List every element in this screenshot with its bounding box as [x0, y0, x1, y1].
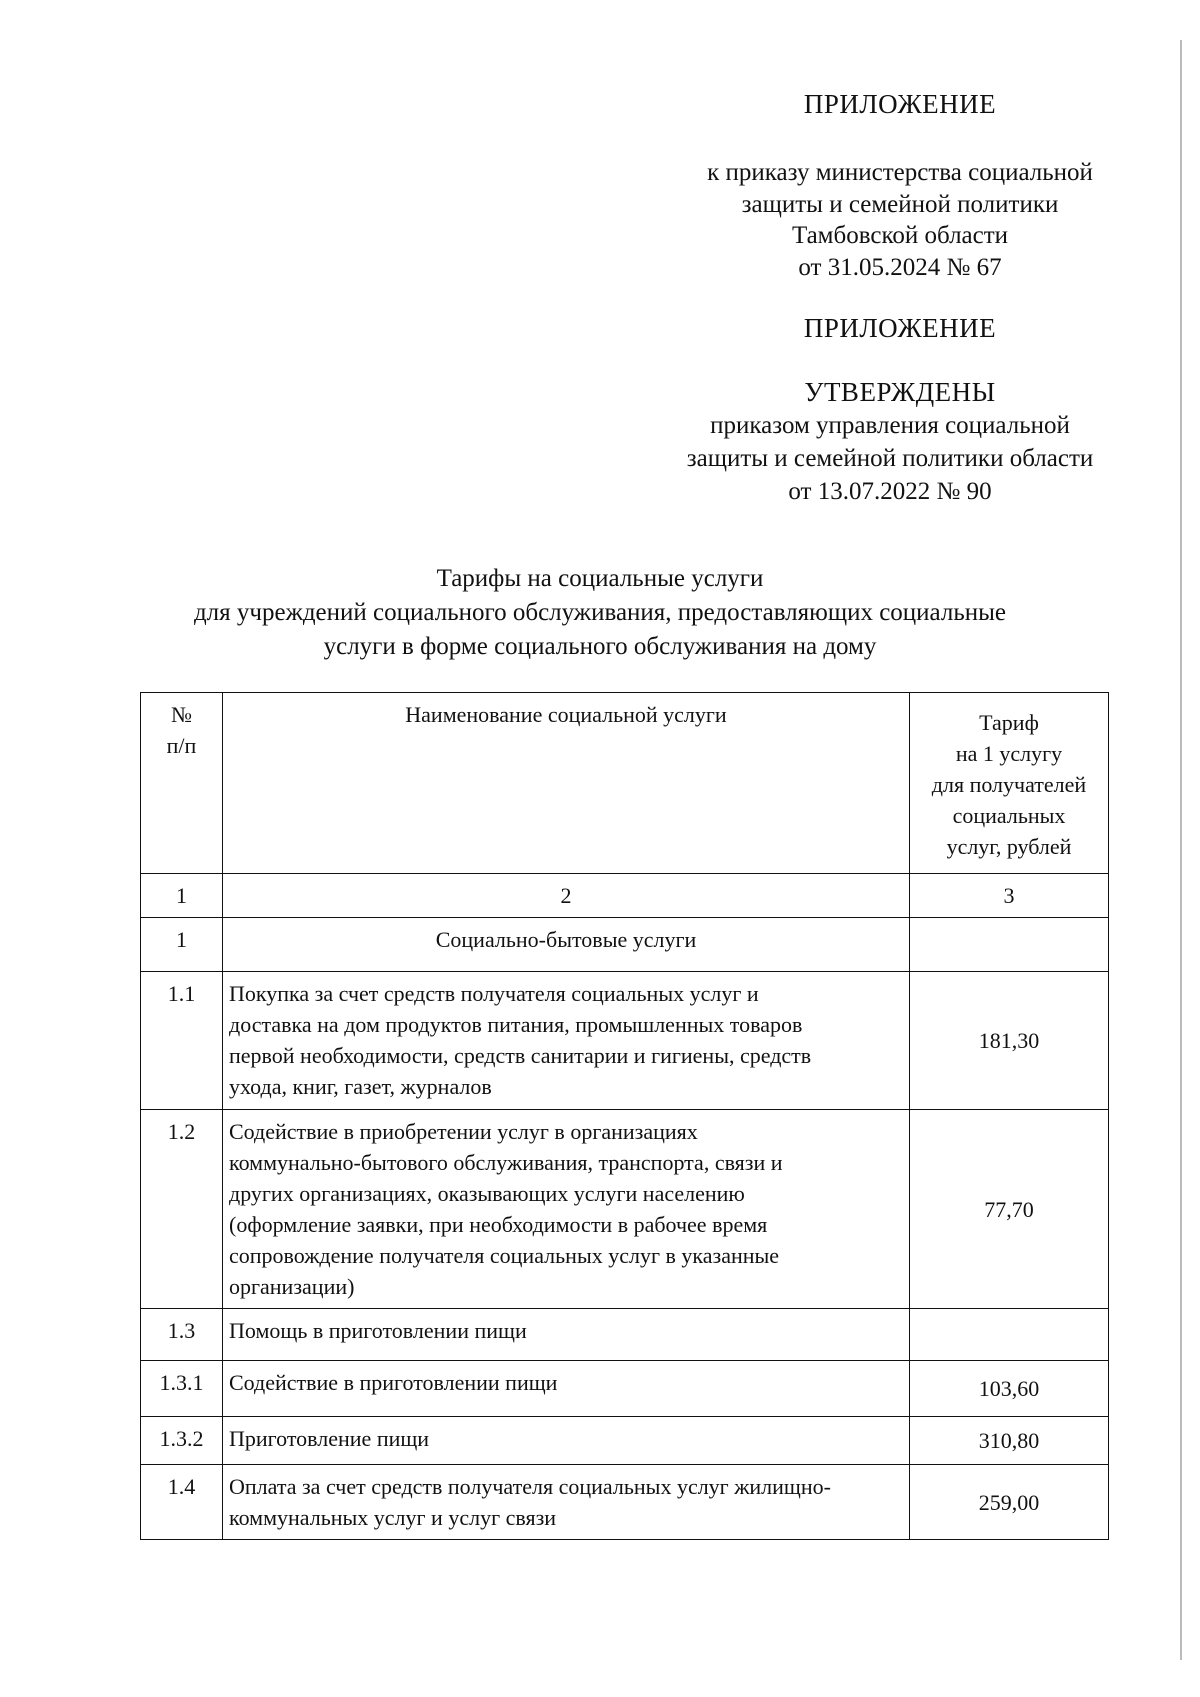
approved-line-1: приказом управления социальной: [710, 412, 1070, 439]
service-name-line: сопровождение получателя социальных услуг в указанные: [229, 1243, 780, 1268]
approved-line-2: защиты и семейной политики области: [686, 445, 1094, 472]
row-service-name: [223, 1417, 910, 1465]
row-tariff: 181,30: [910, 972, 1109, 1110]
service-name-line: Помощь в приготовлении пищи: [229, 1318, 527, 1343]
appendix-date-number: от 31.05.2024 № 67: [798, 254, 1002, 281]
header-tariff-line-1: Тариф: [979, 710, 1039, 735]
service-name-line: Содействие в приготовлении пищи: [229, 1370, 558, 1395]
header-num-cell: [141, 693, 223, 874]
row-service-name: [223, 972, 910, 1110]
header-name-cell: [223, 693, 910, 874]
row-service-name: [223, 1309, 910, 1361]
row-number: 1.2: [141, 1110, 223, 1309]
column-number-row: [141, 874, 1109, 918]
service-name-line: первой необходимости, средств санитарии и гигиены, средств: [229, 1043, 812, 1068]
header-num-sign: №: [171, 702, 192, 727]
row-number: 1.3: [141, 1309, 223, 1361]
header-tariff-line-4: социальных: [952, 803, 1066, 828]
table-body: [141, 918, 1109, 1540]
row-tariff: [910, 918, 1109, 972]
table-row: [141, 918, 1109, 972]
row-tariff: 259,00: [910, 1465, 1109, 1540]
scan-edge-mark: [1180, 40, 1182, 1660]
table-row: [141, 1309, 1109, 1361]
row-tariff: 77,70: [910, 1110, 1109, 1309]
row-number: 1: [141, 918, 223, 972]
service-name-line: доставка на дом продуктов питания, промышленных товаров: [229, 1012, 803, 1037]
service-name-line: организации): [229, 1274, 355, 1299]
service-name-line: других организациях, оказывающих услуги населению: [229, 1181, 745, 1206]
appendix-line-3: Тамбовской области: [791, 222, 1009, 249]
row-number: 1.3.1: [141, 1361, 223, 1417]
row-service-name: [223, 918, 910, 972]
header-tariff-cell: [910, 693, 1109, 874]
service-name-line: (оформление заявки, при необходимости в рабочее время: [229, 1212, 768, 1237]
approved-date-number: от 13.07.2022 № 90: [788, 478, 992, 505]
service-name-line: Содействие в приобретении услуг в организациях: [229, 1119, 698, 1144]
appendix-title-1: ПРИЛОЖЕНИЕ: [803, 89, 997, 119]
service-name-line: Оплата за счет средств получателя социальных услуг жилищно-: [229, 1474, 831, 1499]
header-tariff-line-3: для получателей: [931, 772, 1087, 797]
table-header-row: [141, 693, 1109, 874]
row-tariff: 310,80: [910, 1417, 1109, 1465]
service-name-line: Социально-бытовые услуги: [435, 927, 697, 952]
row-tariff: [910, 1309, 1109, 1361]
row-number: 1.1: [141, 972, 223, 1110]
table-row: [141, 1417, 1109, 1465]
table-row: [141, 1465, 1109, 1540]
header-tariff-line-5: услуг, рублей: [946, 834, 1072, 859]
column-number-2: 2: [223, 874, 910, 918]
header-num-label: п/п: [166, 733, 197, 758]
document-title: [100, 562, 1100, 664]
document-title-line-3: услуги в форме социального обслуживания на дому: [323, 633, 877, 660]
column-number-1: 1: [141, 874, 223, 918]
service-name-line: Покупка за счет средств получателя социальных услуг и: [229, 981, 759, 1006]
appendix-title-2: ПРИЛОЖЕНИЕ: [803, 313, 997, 343]
service-name-line: коммунально-бытового обслуживания, транспорта, связи и: [229, 1150, 783, 1175]
header-tariff-line-2: на 1 услугу: [955, 741, 1063, 766]
service-name-line: ухода, книг, газет, журналов: [229, 1074, 492, 1099]
tariffs-table: [140, 692, 1109, 1540]
appendix-line-1: к приказу министерства социальной: [707, 159, 1093, 186]
service-name-line: коммунальных услуг и услуг связи: [229, 1505, 557, 1530]
service-name-line: Приготовление пищи: [229, 1426, 430, 1451]
row-number: 1.4: [141, 1465, 223, 1540]
row-number: 1.3.2: [141, 1417, 223, 1465]
row-service-name: [223, 1465, 910, 1540]
row-service-name: [223, 1110, 910, 1309]
document-title-line-2: для учреждений социального обслуживания, предоставляющих социальные: [193, 599, 1007, 626]
row-tariff: 103,60: [910, 1361, 1109, 1417]
table-row: [141, 972, 1109, 1110]
row-service-name: [223, 1361, 910, 1417]
header-name-label: Наименование социальной услуги: [405, 702, 727, 727]
table-row: [141, 1361, 1109, 1417]
column-number-3: 3: [910, 874, 1109, 918]
document-title-line-1: Тарифы на социальные услуги: [436, 565, 764, 592]
table-row: [141, 1110, 1109, 1309]
appendix-line-2: защиты и семейной политики: [741, 191, 1059, 218]
approved-title: УТВЕРЖДЕНЫ: [804, 377, 996, 407]
